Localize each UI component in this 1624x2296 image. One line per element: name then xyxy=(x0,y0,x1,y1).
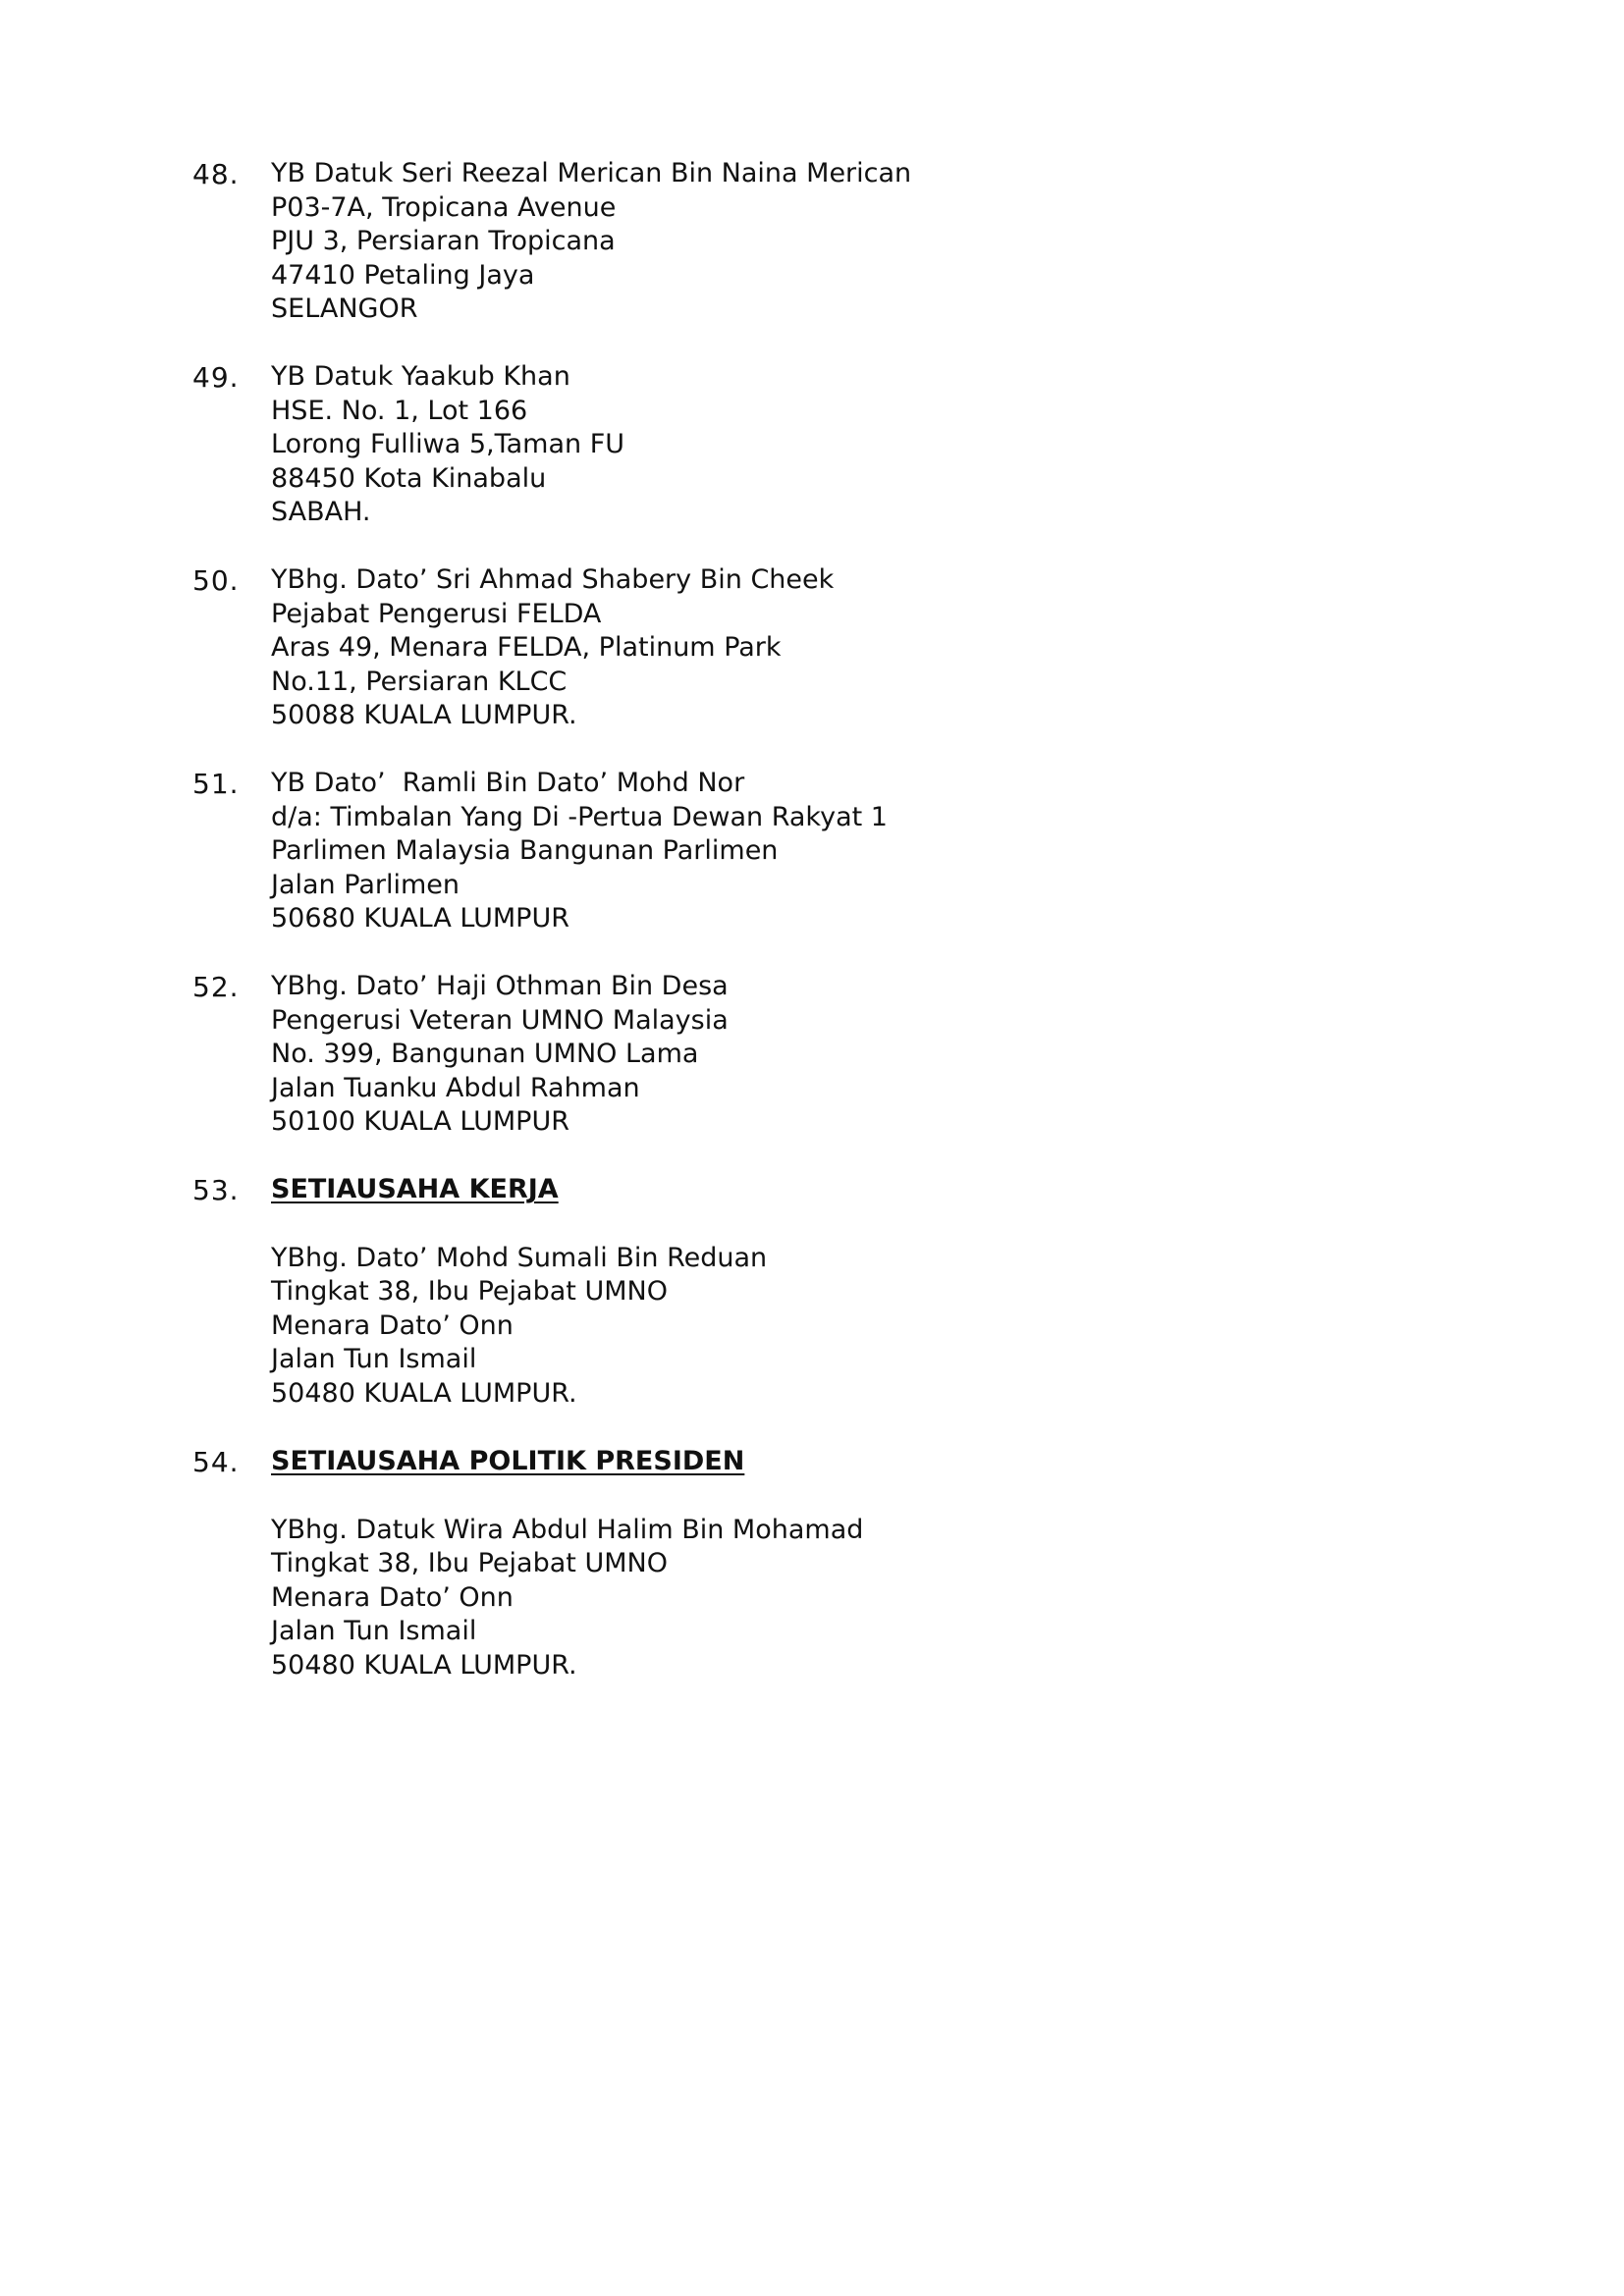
address-line: 88450 Kota Kinabalu xyxy=(271,462,547,494)
address-block xyxy=(271,360,1351,530)
address-line: Tingkat 38, Ibu Pejabat UMNO xyxy=(271,1276,668,1307)
entry-number: 50. xyxy=(192,564,240,597)
address-line: d/a: Timbalan Yang Di -Pertua Dewan Rakyat 1 xyxy=(271,801,888,832)
address-line: No.11, Persiaran KLCC xyxy=(271,666,568,697)
recipient-name: YBhg. Dato’ Sri Ahmad Shabery Bin Cheek xyxy=(271,564,835,595)
entry-number: 48. xyxy=(192,158,240,190)
section-heading: SETIAUSAHA KERJA xyxy=(271,1174,559,1204)
address-line: Jalan Tun Ismail xyxy=(271,1344,477,1374)
entry-number: 51. xyxy=(192,768,240,800)
address-line: 50088 KUALA LUMPUR. xyxy=(271,700,577,730)
address-line: Jalan Tuanku Abdul Rahman xyxy=(271,1072,640,1103)
address-line: P03-7A, Tropicana Avenue xyxy=(271,191,617,223)
address-line: Pejabat Pengerusi FELDA xyxy=(271,598,602,629)
address-line: Lorong Fulliwa 5,Taman FU xyxy=(271,429,624,459)
address-line: PJU 3, Persiaran Tropicana xyxy=(271,226,616,256)
address-block xyxy=(271,1173,1351,1411)
address-line: No. 399, Bangunan UMNO Lama xyxy=(271,1039,699,1069)
address-block xyxy=(271,970,1351,1140)
address-line: 50680 KUALA LUMPUR xyxy=(271,903,569,934)
address-line: 50480 KUALA LUMPUR. xyxy=(271,1649,577,1681)
entry-number: 54. xyxy=(192,1446,240,1478)
address-line: Parlimen Malaysia Bangunan Parlimen xyxy=(271,835,779,866)
address-line: Jalan Tun Ismail xyxy=(271,1616,477,1646)
recipient-name: YBhg. Dato’ Mohd Sumali Bin Reduan xyxy=(271,1242,768,1273)
recipient-name: YBhg. Dato’ Haji Othman Bin Desa xyxy=(271,971,729,1001)
address-block xyxy=(271,767,1351,936)
entry-number: 49. xyxy=(192,361,240,394)
address-block xyxy=(271,563,1351,733)
address-line: Menara Dato’ Onn xyxy=(271,1309,514,1341)
entry-number: 53. xyxy=(192,1174,240,1206)
address-line: Jalan Parlimen xyxy=(271,869,460,900)
address-line: 50480 KUALA LUMPUR. xyxy=(271,1377,577,1409)
recipient-name: YB Dato’ Ramli Bin Dato’ Mohd Nor xyxy=(271,768,745,798)
address-block xyxy=(271,157,1351,327)
address-line: 50100 KUALA LUMPUR xyxy=(271,1106,569,1137)
address-line: Pengerusi Veteran UMNO Malaysia xyxy=(271,1004,729,1036)
address-line: HSE. No. 1, Lot 166 xyxy=(271,395,528,426)
address-line: Menara Dato’ Onn xyxy=(271,1581,514,1613)
recipient-name: YBhg. Datuk Wira Abdul Halim Bin Mohamad xyxy=(271,1514,864,1545)
section-heading: SETIAUSAHA POLITIK PRESIDEN xyxy=(271,1446,745,1476)
address-line: Aras 49, Menara FELDA, Platinum Park xyxy=(271,632,782,663)
address-line: Tingkat 38, Ibu Pejabat UMNO xyxy=(271,1548,668,1578)
recipient-name: YB Datuk Yaakub Khan xyxy=(271,361,570,392)
address-block xyxy=(271,1445,1351,1682)
address-line: SABAH. xyxy=(271,497,371,527)
address-line: 47410 Petaling Jaya xyxy=(271,259,535,291)
entry-number: 52. xyxy=(192,971,240,1003)
address-line: SELANGOR xyxy=(271,294,418,324)
recipient-name: YB Datuk Seri Reezal Merican Bin Naina Merican xyxy=(271,158,912,188)
